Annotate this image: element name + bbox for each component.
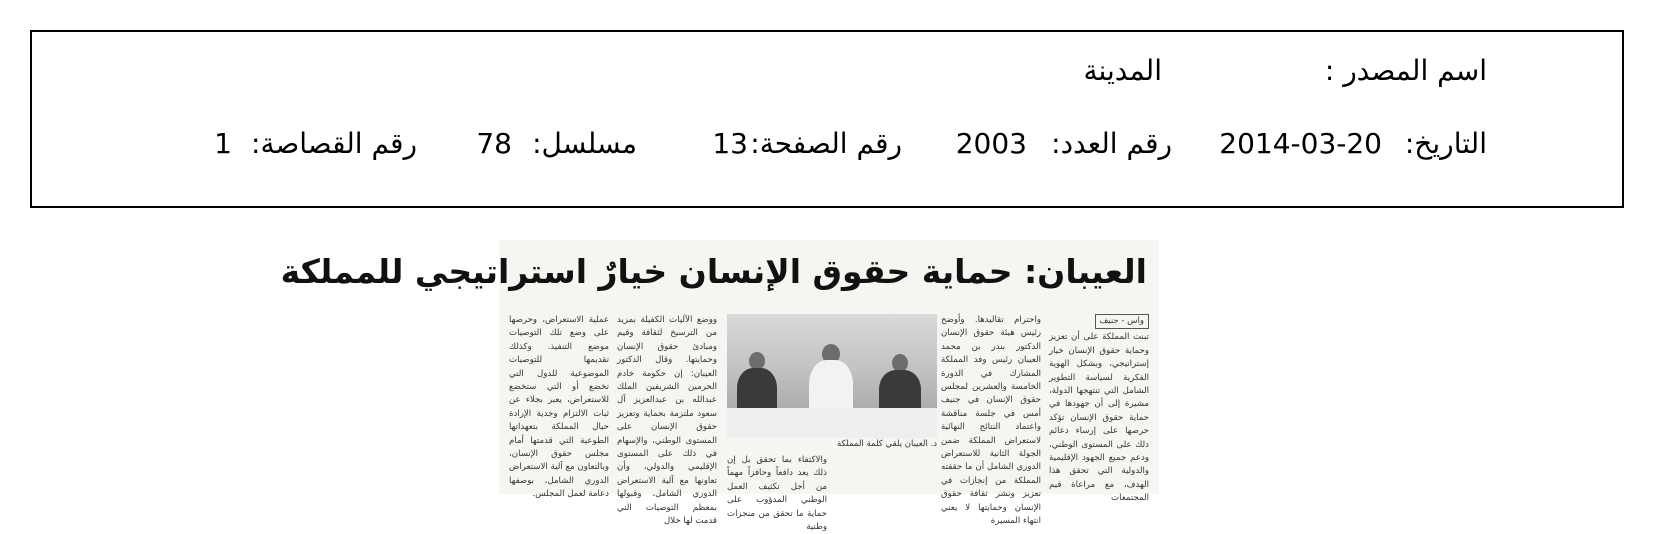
article-photo bbox=[727, 314, 937, 438]
article-column-4-text: ووضع الآليات الكفيلة بمزيد من الترسيخ لثقافة وقيم ومبادئ حقوق الإنسان وحمايتها. وقال الدكتور العيبان: إن حكومة خادم الحرمين الشريفين الملك عبدالله بن عبدالعزيز آل سعود ملتزمة بحماية وتعزيز حقوق الإنسان على المستوى الوطني، والإسهام في ذلك على المستوى الإقليمي والدولي، وأن تعاونها مع آلية الاستعراض الدوري الشامل، وقبولها بمعظم التوصيات التي قدمت لها خلال bbox=[617, 315, 717, 527]
article-column-3 bbox=[727, 454, 827, 533]
article-column-1 bbox=[1049, 314, 1149, 506]
page-label: رقم الصفحة: bbox=[750, 127, 902, 160]
photo-caption: د. العيبان يلقي كلمة المملكة bbox=[836, 439, 937, 449]
clip-number-label: رقم القصاصة: bbox=[251, 127, 417, 160]
photo-table bbox=[727, 408, 937, 438]
clipping-metadata-box bbox=[30, 30, 1624, 208]
article-column-2-text: واحترام تقاليدها. وأوضح رئيس هيئة حقوق الإنسان الدكتور بندر بن محمد العيبان رئيس وفد المملكة المشارك في الدورة الخامسة والعشرين لمجلس حقوق الإنسان في جنيف أمس في جلسة مناقشة واعتماد النتائج النهائية لاستعراض المملكة ضمن الجولة الثانية للاستعراض الدوري الشامل أن ما حققته المملكة من إنجازات في تعزيز ونشر ثقافة حقوق الإنسان وحمايتها لا يعني انتهاء المسيرة bbox=[941, 315, 1041, 527]
article-headline: العيبان: حماية حقوق الإنسان خيارٌ استراتيجي للمملكة bbox=[280, 252, 1147, 291]
article-column-3-text: والاكتفاء بما تحقق بل إن ذلك يعد دافعاً وحافزاً مهماً من أجل تكثيف العمل الوطني المدؤوب على حماية ما تحقق من منجزات وطنية bbox=[727, 455, 827, 533]
article-column-1-text: تبنت المملكة على أن تعزيز وحماية حقوق الإنسان خيار إستراتيجي، وبشكل الهوية الفكرية لسياسة التطوير الشامل التي تنتهجها الدولة، مشيرة إلى أن جهودها في حماية حقوق الإنسان تؤكد حرصها على إرساء دعائم ذلك على المستوى الوطني، ودعم جميع الجهود الإقليمية والدولية التي تحقق هذا الهدف، مع مراعاة قيم المجتمعات bbox=[1049, 332, 1149, 504]
clip-number-value: 1 bbox=[214, 127, 232, 160]
details-row bbox=[32, 127, 1622, 167]
serial-label: مسلسل: bbox=[532, 127, 637, 160]
source-row bbox=[32, 54, 1622, 94]
date-value: 2014-03-20 bbox=[1219, 127, 1382, 160]
article-column-5 bbox=[509, 314, 609, 502]
dateline: واس - جنيف bbox=[1095, 314, 1150, 329]
article-column-2 bbox=[941, 314, 1041, 529]
article-column-5-text: عملية الاستعراض، وحرصها على وضع تلك التوصيات موضع التنفيذ. وكذلك تقديمها للتوصيات الموضوعية للدول التي تخضع أو التي ستخضع للاستعراض، يعبر بجلاء عن ثبات الالتزام وجدية الإرادة حيال المملكة بتعهداتها الطوعية التي قدمتها أمام مجلس حقوق الإنسان، وبالتعاون مع آلية الاستعراض الدوري الشامل، بوصفها دعامة لعمل المجلس. bbox=[509, 315, 609, 500]
page-value: 13 bbox=[712, 127, 748, 160]
article-column-4 bbox=[617, 314, 717, 529]
issue-value: 2003 bbox=[955, 127, 1027, 160]
date-label: التاريخ: bbox=[1404, 127, 1487, 160]
issue-label: رقم العدد: bbox=[1051, 127, 1172, 160]
newspaper-clipping bbox=[280, 240, 1159, 533]
serial-value: 78 bbox=[476, 127, 512, 160]
source-label: اسم المصدر : bbox=[1324, 54, 1487, 87]
source-value: المدينة bbox=[1083, 54, 1162, 87]
